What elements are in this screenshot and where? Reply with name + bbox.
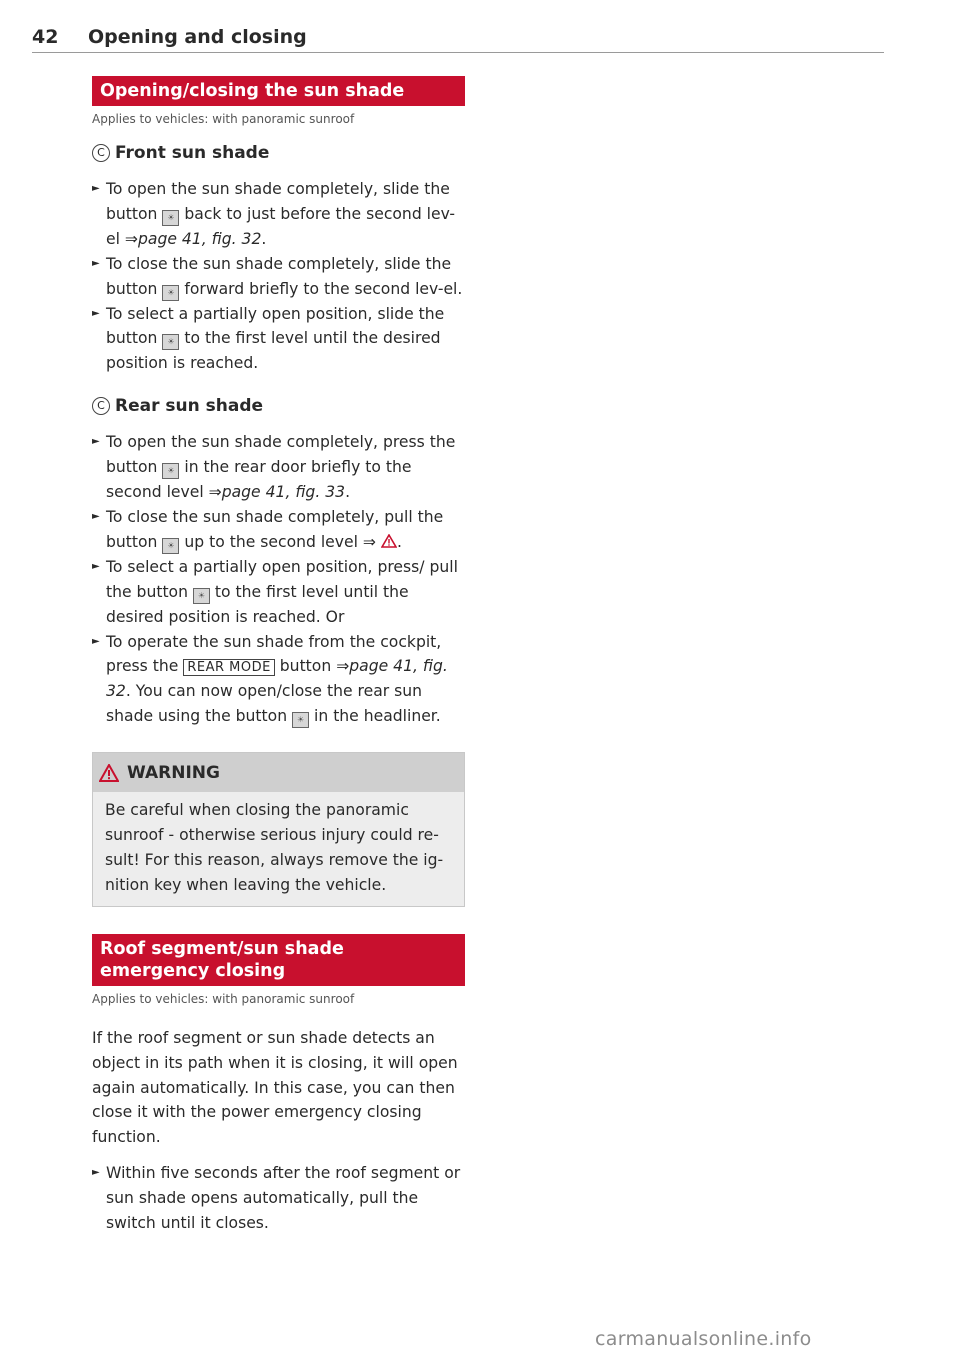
section-title-sun-shade: Opening/closing the sun shade	[92, 76, 465, 106]
step-text: To close the sun shade completely, slide the button	[106, 254, 452, 298]
step-text: To open the sun shade completely, slide the button	[106, 180, 450, 223]
step-text: To operate the sun shade from the cockpit, press the	[106, 632, 442, 676]
page-header	[32, 24, 884, 53]
step-text: .	[345, 483, 351, 502]
step-text: .	[261, 229, 267, 248]
warning-text: Be careful when closing the panoramic sunroof - otherwise serious injury could re-sult! For this reason, always remove the ig-nition key when leaving the vehicle.	[105, 801, 444, 894]
step-text: To open the sun shade completely, press the button	[106, 433, 456, 477]
list-item	[92, 630, 465, 730]
triangle-right-icon: ►	[92, 436, 100, 448]
list-item	[92, 1161, 465, 1236]
triangle-right-icon: ►	[92, 560, 100, 572]
triangle-right-icon: ►	[92, 257, 100, 269]
triangle-right-icon: ►	[92, 510, 100, 522]
chapter-title: Opening and closing	[88, 26, 307, 48]
step-text: up to the second level	[184, 532, 358, 551]
step-text: forward briefly to the second lev-el.	[184, 279, 463, 298]
step-text: back to just before the second lev-el	[106, 204, 456, 248]
step-text: To close the sun shade completely, pull the button	[106, 507, 444, 551]
list-item	[92, 252, 465, 302]
watermark: carmanualsonline.info	[595, 1328, 812, 1350]
warning-triangle-icon	[99, 764, 119, 782]
step-text: . You can now open/close the rear sun shade using the button	[106, 682, 423, 726]
step-text: to the first level until the desired position is reached. Or	[106, 582, 409, 626]
list-item	[92, 302, 465, 377]
arrow-right-icon: ⇒	[362, 532, 376, 551]
step-text: To select a partially open position, press/ pull the button	[106, 557, 458, 601]
warning-label: WARNING	[127, 762, 220, 783]
step-text: in the headliner.	[314, 707, 441, 726]
warning-triangle-icon[interactable]	[381, 534, 397, 548]
emergency-steps-list	[92, 1161, 465, 1236]
sunshade-button-icon: ☀	[162, 285, 179, 301]
front-steps-list	[92, 177, 465, 376]
sunshade-button-icon: ☀	[162, 538, 179, 554]
arrow-right-icon: ⇒	[208, 483, 222, 502]
page-reference[interactable]: page 41, fig. 32	[106, 657, 448, 701]
triangle-right-icon: ►	[92, 183, 100, 194]
applies-note: Applies to vehicles: with panoramic sunroof	[92, 991, 355, 1006]
page-reference[interactable]: page 41, fig. 33	[221, 483, 346, 502]
step-text: to the first level until the desired position is reached.	[106, 329, 441, 373]
sunshade-button-icon: ☀	[162, 463, 179, 479]
circled-c-icon: C	[92, 144, 110, 162]
list-item	[92, 505, 465, 555]
warning-box	[92, 752, 465, 907]
section-title-emergency-closing: Roof segment/sun shade emergency closing	[92, 934, 465, 986]
intro-paragraph: If the roof segment or sun shade detects an object in its path when it is closing, it will open again automatically. In this case, you can then close it with the power emergency closing function.	[92, 1028, 458, 1147]
front-heading-text: Front sun shade	[115, 143, 270, 163]
page-number: 42	[32, 26, 59, 48]
sunshade-button-icon: ☀	[162, 334, 179, 350]
page-reference[interactable]: page 41, fig. 32	[137, 229, 262, 248]
arrow-right-icon: ⇒	[336, 657, 350, 676]
circled-c-icon: C	[92, 397, 110, 415]
list-item	[92, 177, 465, 252]
triangle-right-icon: ►	[92, 635, 100, 647]
arrow-right-icon: ⇒	[124, 229, 138, 248]
warning-header	[93, 753, 464, 792]
rear-mode-key: REAR MODE	[183, 659, 274, 676]
sunshade-button-icon: ☀	[292, 712, 309, 728]
step-text: .	[396, 532, 402, 551]
rear-heading-text: Rear sun shade	[115, 396, 264, 417]
sunshade-button-icon: ☀	[193, 588, 210, 604]
list-item	[92, 430, 465, 505]
triangle-right-icon: ►	[92, 1167, 100, 1179]
rear-sun-shade-heading	[92, 396, 465, 416]
step-text: Within five seconds after the roof segment or sun shade opens automatically, pull the switch until it closes.	[106, 1164, 461, 1233]
front-sun-shade-heading	[92, 143, 465, 163]
list-item	[92, 555, 465, 630]
rear-steps-list	[92, 430, 465, 729]
step-text: button	[279, 657, 332, 676]
applies-note: Applies to vehicles: with panoramic sunroof	[92, 112, 355, 126]
step-text: in the rear door briefly to the second level	[106, 458, 412, 502]
triangle-right-icon: ►	[92, 307, 100, 319]
step-text: To select a partially open position, slide the button	[106, 304, 445, 348]
main-column	[92, 76, 465, 1236]
sunshade-button-icon: ☀	[162, 210, 179, 226]
